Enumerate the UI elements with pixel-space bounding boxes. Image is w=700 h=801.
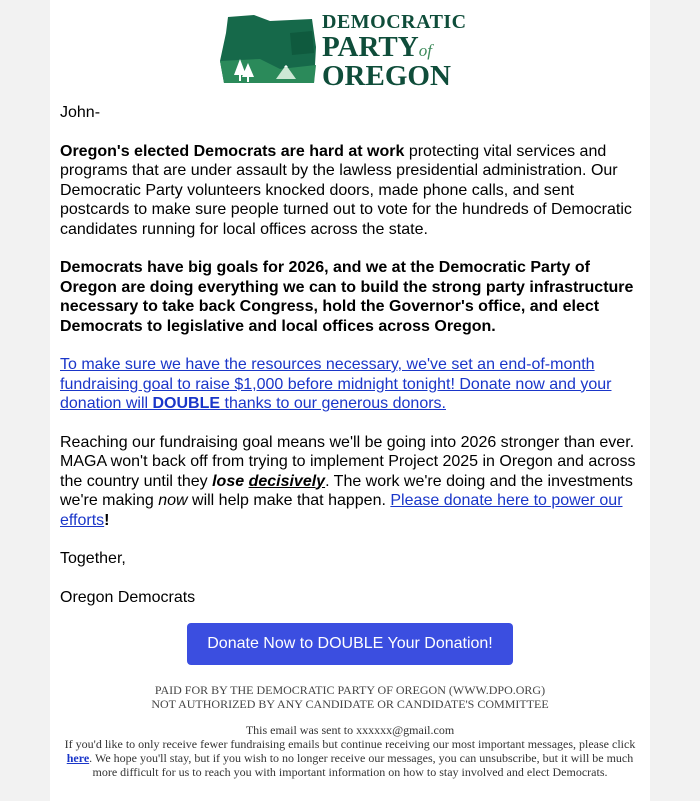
greeting: John- [60,104,101,121]
paragraph-1: Oregon's elected Democrats are hard at work protecting vital services and programs that are under assault by the lawless presidential administration. Our Democratic Party volunteers knocked doors, made phone calls, and sent postcards to make sure people turned out to vote for the hundreds of Democratic candidates running for local offices across the state. [60,142,632,238]
signature: Oregon Democrats [60,588,196,606]
oregon-map-icon [220,13,318,85]
email-footer [58,723,642,779]
logo-line-1: DEMOCRATIC [322,11,467,33]
legal-line-1: PAID FOR BY THE DEMOCRATIC PARTY OF OREGON (WWW.DPO.ORG) [154,683,546,697]
dpo-logo [220,10,480,92]
preferences-link[interactable]: here [66,751,90,765]
signoff: Together, [60,550,126,567]
legal-disclaimer [50,684,650,711]
paragraph-2: Democrats have big goals for 2026, and we at the Democratic Party of Oregon are doing everything we can to build the strong party infrastructure necessary to take back Congress, hold the Governor's office, and elect Democrats to legislative and local offices across Oregon. [60,259,634,335]
sent-to: This email was sent to xxxxxx@gmail.com [245,723,455,737]
email-card [50,0,650,801]
logo-line-2: PARTYof [322,31,432,63]
paragraph-3 [60,355,640,414]
logo-wordmark [322,12,467,91]
unsubscribe-text: If you'd like to only receive fewer fundraising emails but continue receiving our most important messages, please click here. We hope you'll stay, but if you wish to no longer receive our messages, you can unsubscribe, but it will be much more difficult for us to reach you with important information on how to stay involved and elect Democrats. [64,737,636,779]
paragraph-4: Reaching our fundraising goal means we'll be going into 2026 stronger than ever. MAGA won't back off from trying to implement Project 2025 in Oregon and across the country until they lose decisively. The work we're doing and the investments we're making now will help make that happen. Please donate here to power our efforts! [60,433,636,529]
legal-line-2: NOT AUTHORIZED BY ANY CANDIDATE OR CANDIDATE'S COMMITTEE [151,696,549,711]
donate-link-goal[interactable]: To make sure we have the resources necessary, we've set an end-of-month fundraising goal to raise $1,000 before midnight tonight! Donate now and your donation will DOUBLE thanks to our generous donors. [60,356,612,412]
email-body [60,103,640,626]
donate-button[interactable]: Donate Now to DOUBLE Your Donation! [187,623,513,665]
donate-link-power[interactable]: Please donate here to power our efforts [60,492,623,529]
logo-line-3: OREGON [322,60,451,92]
